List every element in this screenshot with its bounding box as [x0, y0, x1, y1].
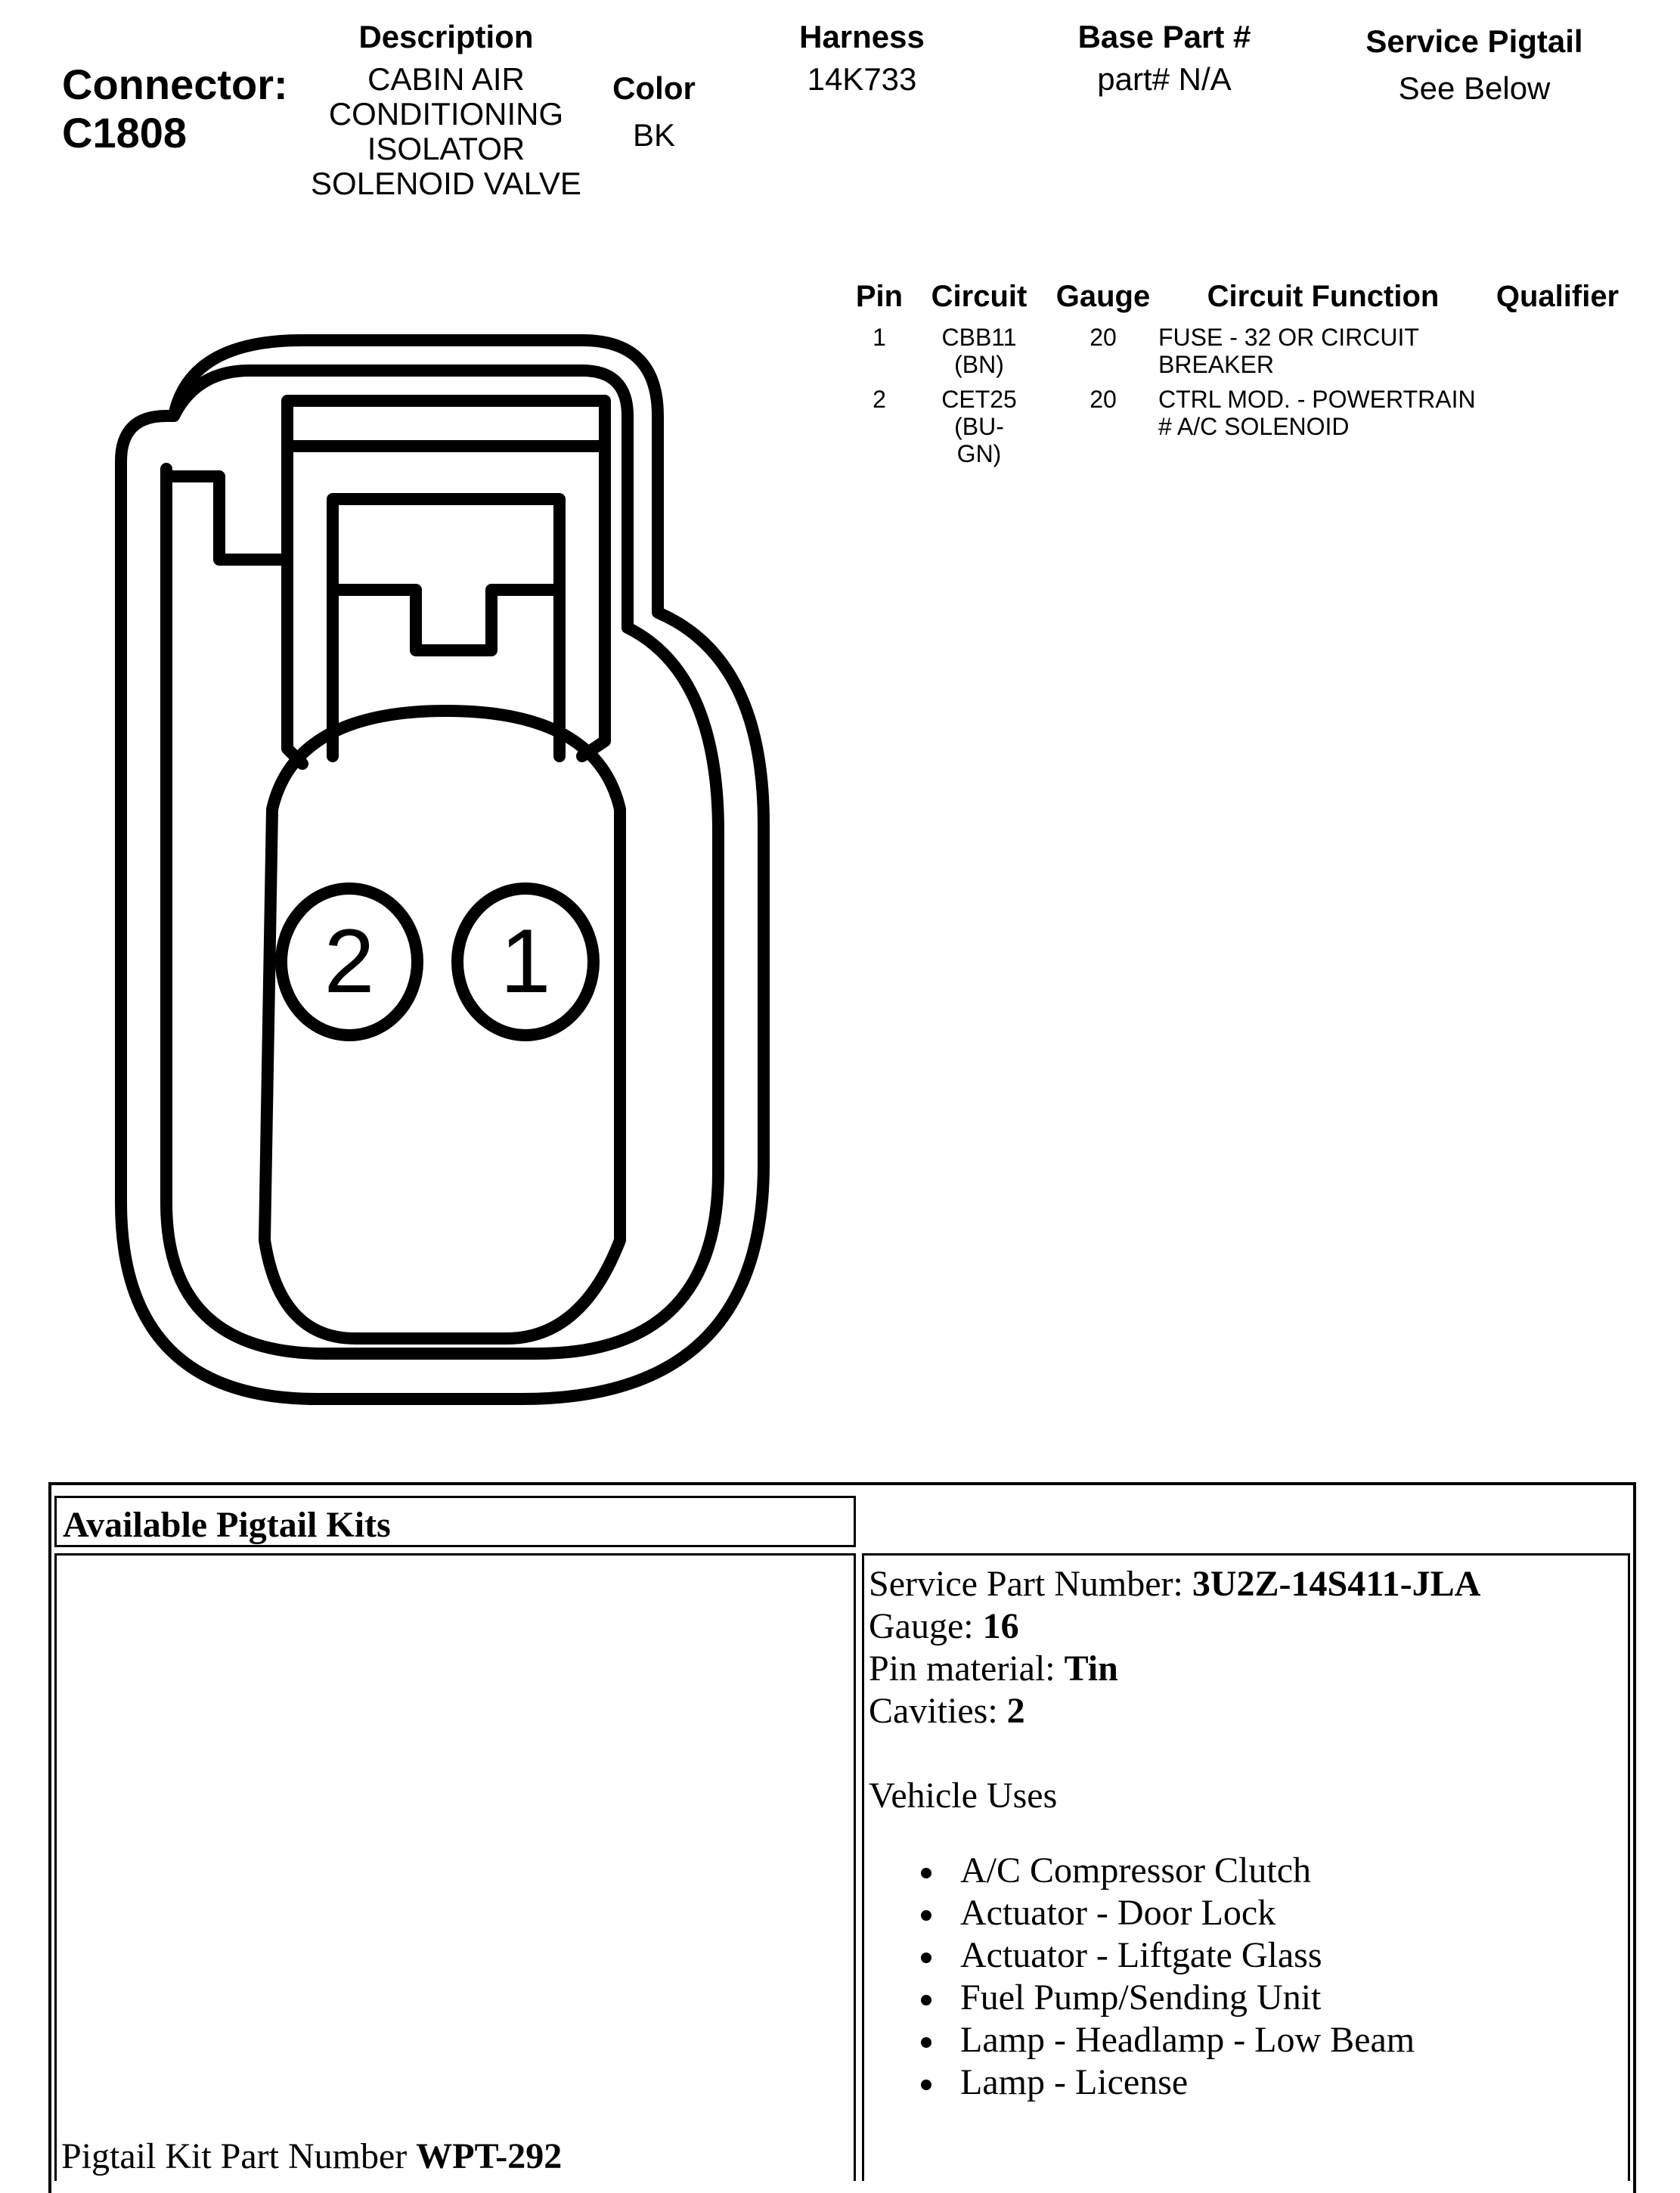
vehicle-uses-list [921, 1850, 1415, 2104]
description-title: Description [358, 19, 534, 54]
color-title: Color [612, 70, 696, 106]
harness-value: 14K733 [807, 61, 917, 97]
vehicle-use-text: A/C Compressor Clutch [960, 1850, 1311, 1891]
pin-material-line [869, 1648, 1480, 1690]
circuit-line: CBB11 (BN) [941, 324, 1017, 378]
bullet-icon [921, 2080, 931, 2090]
pin-header: Pin [855, 280, 904, 313]
pin-1-label: 1 [500, 910, 551, 1012]
cavities-value: 2 [1006, 1691, 1025, 1731]
pigtail-kits-title: Available Pigtail Kits [63, 1505, 391, 1545]
pigtail-kit-cell [54, 1553, 856, 2181]
pin-material-value: Tin [1064, 1649, 1118, 1689]
connector-face-diagram [113, 333, 779, 1422]
pin-number: 2 [873, 386, 886, 413]
service-pigtail-value: See Below [1398, 70, 1551, 106]
gauge-cell: 20 [1090, 386, 1117, 413]
vehicle-use-text: Lamp - Headlamp - Low Beam [960, 2020, 1415, 2060]
circuit-cell [915, 386, 1043, 467]
service-pigtail-title: Service Pigtail [1365, 23, 1583, 59]
gauge-label: Gauge: [869, 1606, 983, 1646]
function-line: BREAKER [1158, 351, 1274, 378]
base-part-value: part# N/A [1097, 61, 1232, 97]
pin-material-label: Pin material: [869, 1649, 1065, 1689]
cavities-line [869, 1690, 1480, 1732]
connector-id: C1808 [62, 109, 188, 157]
inner-well-outline [168, 476, 287, 560]
service-part-number [869, 1563, 1480, 1605]
function-line: FUSE - 32 OR CIRCUIT [1158, 324, 1419, 351]
bullet-icon [921, 1953, 931, 1963]
description-column [295, 18, 597, 201]
connector-label [62, 60, 288, 157]
bullet-icon [921, 1910, 931, 1921]
bullet-icon [921, 1868, 931, 1878]
base-part-title: Base Part # [1077, 19, 1251, 54]
function-line: CTRL MOD. - POWERTRAIN [1158, 386, 1476, 413]
vehicle-use-text: Fuel Pump/Sending Unit [960, 1977, 1322, 2018]
service-part-value: 3U2Z-14S411-JLA [1192, 1564, 1481, 1604]
service-pigtail-column [1331, 23, 1618, 106]
circuit-cell [915, 324, 1043, 378]
gauge-header: Gauge [1055, 280, 1151, 313]
bullet-icon [921, 2037, 931, 2048]
circuit-header: Circuit [931, 280, 1028, 313]
latch-notch [333, 590, 559, 650]
gauge-cell: 20 [1090, 324, 1117, 351]
list-item [921, 2019, 1415, 2061]
connector-label-text: Connector: [62, 60, 288, 108]
description-line: SOLENOID VALVE [311, 166, 581, 201]
function-cell [1158, 386, 1536, 440]
list-item [921, 2061, 1415, 2104]
description-line: CONDITIONING [328, 96, 564, 132]
service-part-details [869, 1563, 1480, 1817]
circuit-line: GN) [956, 440, 1002, 467]
list-item [921, 1892, 1415, 1934]
qualifier-header: Qualifier [1496, 280, 1620, 313]
cavities-label: Cavities: [869, 1691, 1007, 1731]
vehicle-use-text: Actuator - Door Lock [960, 1893, 1276, 1933]
harness-title: Harness [799, 19, 925, 54]
base-part-column [1043, 18, 1285, 97]
bullet-icon [921, 1995, 931, 2005]
list-item [921, 1977, 1415, 2019]
gauge-value: 16 [982, 1606, 1019, 1646]
kit-part-value: WPT-292 [416, 2136, 563, 2176]
description-line: CABIN AIR [367, 61, 525, 97]
circuit-function-header: Circuit Function [1207, 280, 1440, 313]
circuit-line: CET25 (BU- [941, 386, 1017, 440]
vehicle-use-text: Lamp - License [960, 2062, 1189, 2102]
vehicle-uses-title: Vehicle Uses [869, 1776, 1058, 1816]
pin-number: 1 [873, 324, 886, 351]
kit-part-label: Pigtail Kit Part Number [61, 2136, 417, 2176]
pigtail-kits-title-cell [54, 1496, 856, 1547]
list-item [921, 1850, 1415, 1892]
outer-housing-inner-edge [166, 371, 718, 1354]
function-cell [1158, 324, 1536, 378]
vehicle-use-text: Actuator - Liftgate Glass [960, 1935, 1322, 1975]
pin-2-label: 2 [324, 910, 375, 1012]
service-part-label: Service Part Number: [869, 1564, 1192, 1604]
description-line: ISOLATOR [367, 131, 525, 166]
list-item [921, 1934, 1415, 1977]
gauge-line [869, 1605, 1480, 1648]
function-line: # A/C SOLENOID [1158, 413, 1350, 440]
color-column [582, 70, 726, 153]
color-value: BK [632, 117, 676, 153]
harness-column [756, 18, 968, 97]
